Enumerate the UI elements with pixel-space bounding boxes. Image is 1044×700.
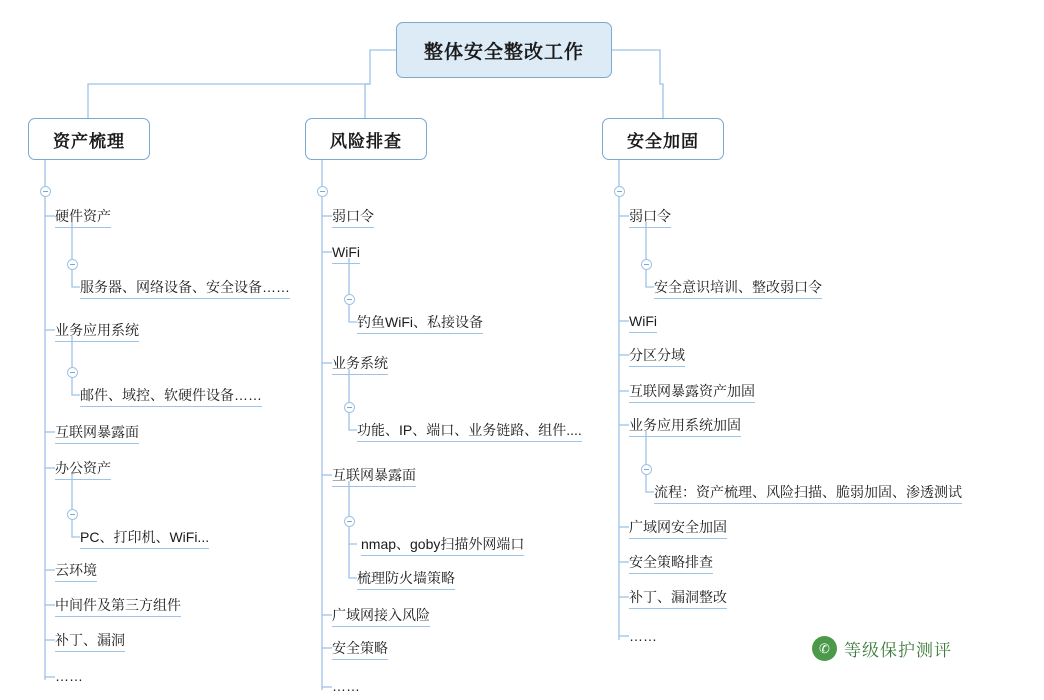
- watermark: [812, 636, 952, 661]
- list-item[interactable]: ……: [332, 678, 360, 694]
- list-item[interactable]: 广域网安全加固: [629, 519, 727, 539]
- list-item[interactable]: 广域网接入风险: [332, 607, 430, 627]
- list-item[interactable]: 服务器、网络设备、安全设备……: [80, 279, 290, 299]
- list-item[interactable]: 安全策略排查: [629, 554, 713, 574]
- root-node[interactable]: [396, 22, 612, 78]
- list-item[interactable]: 梳理防火墙策略: [357, 570, 455, 590]
- collapse-toggle-hardening[interactable]: [614, 186, 625, 197]
- list-item[interactable]: 弱口令: [629, 208, 671, 228]
- branch-node-label: 资产梳理: [53, 131, 125, 151]
- list-item[interactable]: 安全策略: [332, 640, 388, 660]
- collapse-toggle[interactable]: [641, 259, 652, 270]
- list-item[interactable]: 业务应用系统加固: [629, 417, 741, 437]
- list-item[interactable]: ……: [55, 668, 83, 684]
- branch-node-label: 风险排查: [330, 131, 402, 151]
- watermark-icon-glyph: ✆: [819, 640, 830, 656]
- list-item[interactable]: 功能、IP、端口、业务链路、组件....: [357, 422, 582, 442]
- collapse-toggle-asset[interactable]: [40, 186, 51, 197]
- list-item[interactable]: PC、打印机、WiFi...: [80, 529, 209, 549]
- collapse-toggle[interactable]: [344, 402, 355, 413]
- collapse-toggle[interactable]: [344, 294, 355, 305]
- list-item[interactable]: 邮件、域控、软硬件设备……: [80, 387, 262, 407]
- collapse-toggle[interactable]: [67, 367, 78, 378]
- list-item[interactable]: 硬件资产: [55, 208, 111, 228]
- list-item[interactable]: 中间件及第三方组件: [55, 597, 181, 617]
- branch-node-hardening[interactable]: [602, 118, 724, 160]
- list-item[interactable]: 互联网暴露面: [332, 467, 416, 487]
- branch-node-risk[interactable]: [305, 118, 427, 160]
- list-item[interactable]: 云环境: [55, 562, 97, 582]
- collapse-toggle[interactable]: [67, 509, 78, 520]
- list-item[interactable]: 分区分域: [629, 347, 685, 367]
- list-item[interactable]: 办公资产: [55, 460, 111, 480]
- list-item[interactable]: 补丁、漏洞整改: [629, 589, 727, 609]
- list-item[interactable]: WiFi: [629, 313, 657, 333]
- collapse-toggle[interactable]: [641, 464, 652, 475]
- list-item[interactable]: 业务系统: [332, 355, 388, 375]
- list-item[interactable]: 互联网暴露资产加固: [629, 383, 755, 403]
- list-item[interactable]: nmap、goby扫描外网端口: [361, 536, 524, 556]
- branch-node-label: 安全加固: [627, 131, 699, 151]
- collapse-toggle-risk[interactable]: [317, 186, 328, 197]
- list-item[interactable]: WiFi: [332, 244, 360, 264]
- list-item[interactable]: 补丁、漏洞: [55, 632, 125, 652]
- list-item[interactable]: ……: [629, 628, 657, 644]
- watermark-logo-icon: [812, 636, 837, 661]
- list-item[interactable]: 弱口令: [332, 208, 374, 228]
- watermark-text: 等级保护测评: [844, 641, 952, 660]
- root-node-label: 整体安全整改工作: [423, 41, 584, 63]
- list-item[interactable]: 业务应用系统: [55, 322, 139, 342]
- collapse-toggle[interactable]: [67, 259, 78, 270]
- list-item[interactable]: 钓鱼WiFi、私接设备: [357, 314, 483, 334]
- branch-node-asset[interactable]: [28, 118, 150, 160]
- collapse-toggle[interactable]: [344, 516, 355, 527]
- list-item[interactable]: 安全意识培训、整改弱口令: [654, 279, 822, 299]
- list-item[interactable]: 互联网暴露面: [55, 424, 139, 444]
- list-item[interactable]: 流程：资产梳理、风险扫描、脆弱加固、渗透测试: [654, 484, 962, 504]
